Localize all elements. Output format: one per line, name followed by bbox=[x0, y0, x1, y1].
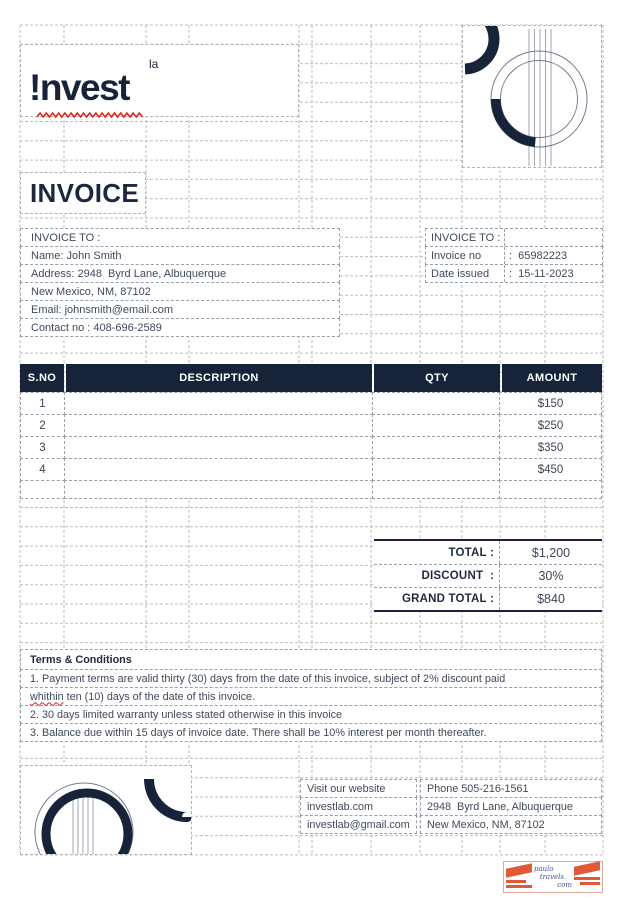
bill-to-row: Contact no : 408-696-2589 bbox=[20, 318, 340, 337]
cell-qty bbox=[372, 414, 500, 437]
logo-text: !nvest bbox=[29, 67, 129, 108]
cell-amount: $150 bbox=[499, 392, 602, 415]
cell-description bbox=[64, 414, 373, 437]
misspelled-word: whithin bbox=[30, 690, 64, 703]
footer-row-address: 2948 Byrd Lane, Albuquerque bbox=[420, 797, 602, 816]
invoice-title-block bbox=[20, 172, 146, 214]
grand-total-label: GRAND TOTAL : bbox=[401, 593, 494, 605]
circles-decor-icon bbox=[463, 26, 602, 168]
watermark-logo bbox=[503, 861, 603, 893]
discount-label: DISCOUNT : bbox=[421, 570, 494, 582]
watermark-text: paulo travels. com bbox=[534, 865, 572, 889]
cell-sno: 2 bbox=[20, 414, 65, 437]
totals-section bbox=[374, 539, 602, 612]
circles-decor-icon bbox=[21, 766, 192, 855]
bill-to-row: New Mexico, NM, 87102 bbox=[20, 282, 340, 301]
table-row-empty bbox=[20, 480, 602, 499]
cell-sno: 4 bbox=[20, 458, 65, 481]
discount-row bbox=[374, 564, 602, 587]
decor-top-right bbox=[462, 25, 602, 168]
column-header-amount: AMOUNT bbox=[502, 364, 602, 392]
invoice-meta-section bbox=[425, 228, 603, 283]
table-header bbox=[20, 364, 602, 392]
footer-website-column bbox=[300, 779, 417, 834]
terms-line: 1. Payment terms are valid thirty (30) days from the date of this invoice, subject of 2% discount paid bbox=[20, 669, 602, 688]
column-header-sno: S.NO bbox=[20, 364, 64, 392]
bill-to-row: Name: John Smith bbox=[20, 246, 340, 265]
cell-description bbox=[64, 392, 373, 415]
terms-heading: Terms & Conditions bbox=[20, 649, 602, 670]
invoice-meta-heading: INVOICE TO : bbox=[425, 228, 603, 247]
footer-row-address2: New Mexico, NM, 87102 bbox=[420, 815, 602, 834]
column-header-description: DESCRIPTION bbox=[66, 364, 372, 392]
watermark-left-stripes bbox=[504, 862, 534, 892]
table-row bbox=[20, 458, 602, 481]
bill-to-section bbox=[20, 228, 340, 337]
logo-superscript: la bbox=[149, 57, 159, 71]
bill-to-row: Address: 2948 Byrd Lane, Albuquerque bbox=[20, 264, 340, 283]
footer-row-website: investlab.com bbox=[300, 797, 417, 816]
cell-amount: $250 bbox=[499, 414, 602, 437]
bill-to-heading: INVOICE TO : bbox=[20, 228, 340, 247]
total-value: $1,200 bbox=[531, 545, 571, 560]
cell-description bbox=[64, 458, 373, 481]
date-issued-row: Date issued : 15-11-2023 bbox=[425, 264, 603, 283]
footer-contact-column bbox=[420, 779, 602, 834]
cell-qty bbox=[372, 436, 500, 459]
column-header-qty: QTY bbox=[374, 364, 500, 392]
table-row bbox=[20, 392, 602, 415]
table-row bbox=[20, 436, 602, 459]
cell-sno: 1 bbox=[20, 392, 65, 415]
table-row bbox=[20, 414, 602, 437]
grand-total-row bbox=[374, 587, 602, 610]
footer-row: Visit our website bbox=[300, 779, 417, 798]
terms-line: whithin ten (10) days of the date of this invoice. bbox=[20, 687, 602, 706]
cell-qty bbox=[372, 392, 500, 415]
cell-amount: $450 bbox=[499, 458, 602, 481]
total-row bbox=[374, 541, 602, 564]
footer-row-phone: Phone 505-216-1561 bbox=[420, 779, 602, 798]
invoice-number-row: Invoice no : 65982223 bbox=[425, 246, 603, 265]
footer-row-email: investlab@gmail.com bbox=[300, 815, 417, 834]
terms-line: 2. 30 days limited warranty unless stated otherwise in this invoice bbox=[20, 705, 602, 724]
grand-total-value: $840 bbox=[537, 592, 565, 606]
decor-bottom-left bbox=[20, 765, 192, 855]
logo-zigzag-underline bbox=[36, 111, 146, 120]
total-label: TOTAL : bbox=[448, 546, 494, 559]
terms-section bbox=[20, 649, 602, 742]
logo bbox=[20, 44, 299, 117]
cell-description bbox=[64, 436, 373, 459]
table-body bbox=[20, 392, 602, 499]
bill-to-row: Email: johnsmith@email.com bbox=[20, 300, 340, 319]
cell-sno: 3 bbox=[20, 436, 65, 459]
terms-line: 3. Balance due within 15 days of invoice date. There shall be 10% interest per month thereafter. bbox=[20, 723, 602, 742]
page-title: INVOICE bbox=[30, 177, 140, 208]
cell-amount: $350 bbox=[499, 436, 602, 459]
cell-qty bbox=[372, 458, 500, 481]
watermark-right-stripes bbox=[572, 862, 602, 892]
discount-value: 30% bbox=[538, 569, 564, 583]
